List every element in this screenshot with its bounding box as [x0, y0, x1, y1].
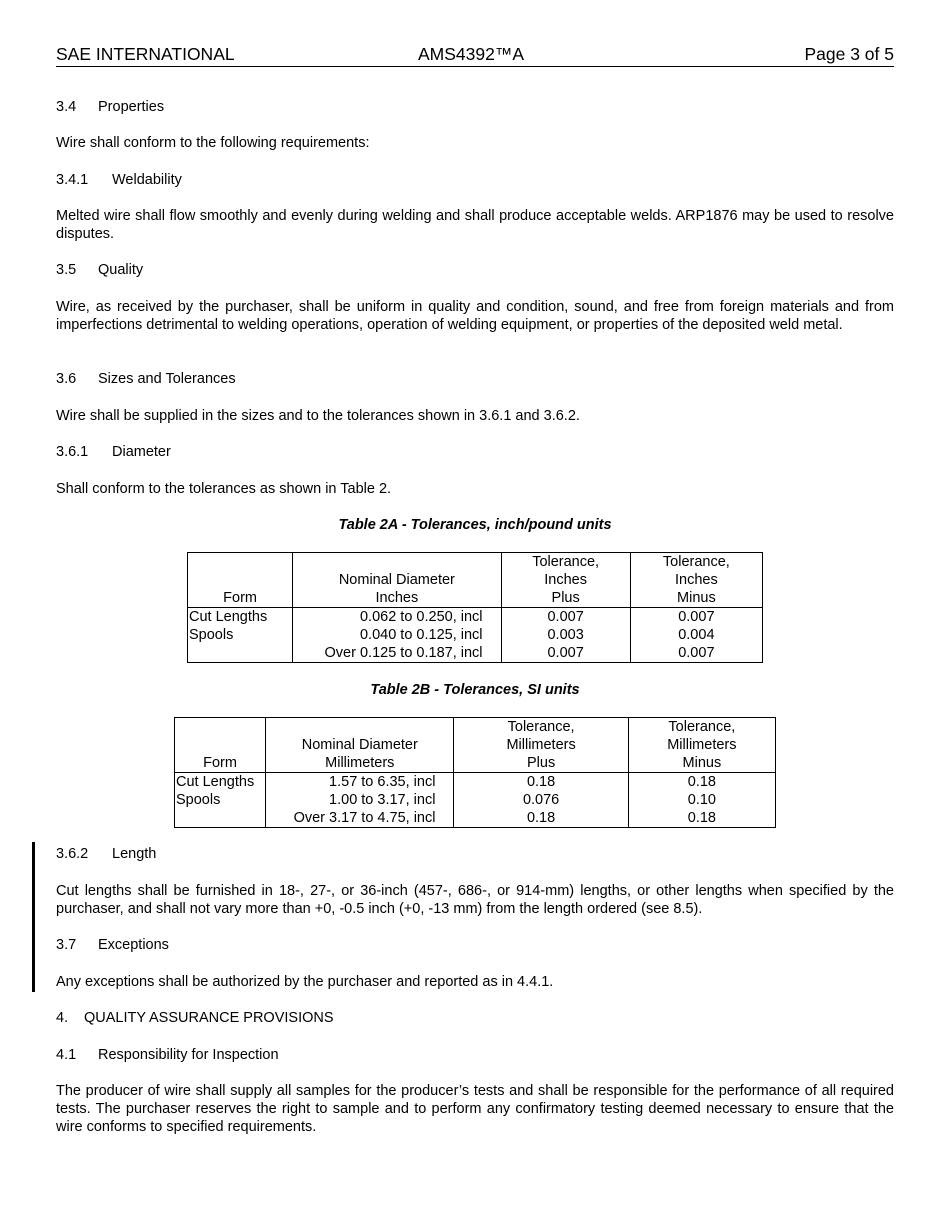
header-text: Form: [203, 755, 237, 771]
header-text: Plus: [551, 590, 580, 606]
cell-range: 0.062 to 0.250, incl: [293, 608, 501, 627]
cell-plus: 0.007: [501, 608, 630, 627]
col-header-diameter: [293, 553, 501, 608]
table-row: [188, 626, 763, 644]
table-header-row: [188, 553, 763, 608]
header-doc-number: AMS4392™A: [418, 44, 525, 64]
col-header-form: [188, 553, 293, 608]
paragraph-3-4: Wire shall conform to the following requirements:: [56, 135, 370, 151]
header-text: Minus: [682, 755, 722, 771]
header-page-number: Page 3 of 5: [804, 44, 894, 64]
cell-plus: 0.18: [454, 773, 628, 792]
col-header-minus: [628, 718, 775, 773]
section-number: 3.4: [56, 99, 77, 115]
cell-form: Spools: [188, 626, 293, 644]
cell-plus: 0.003: [501, 626, 630, 644]
header-text: Plus: [526, 755, 556, 771]
paragraph-3-6-1: Shall conform to the tolerances as shown in Table 2.: [56, 481, 392, 497]
section-number: 3.6.1: [56, 444, 89, 460]
cell-form: Cut Lengths: [188, 608, 293, 627]
cell-minus: 0.10: [628, 791, 775, 809]
header-text: Millimeters: [506, 737, 576, 753]
table-row: [175, 809, 776, 828]
cell-range: 1.00 to 3.17, incl: [266, 791, 454, 809]
header-text: Tolerance,: [507, 719, 575, 735]
header-text: Tolerance,: [668, 719, 736, 735]
section-title: Quality: [98, 262, 144, 278]
section-title: Properties: [98, 99, 165, 115]
section-number: 4.1: [56, 1047, 77, 1063]
section-number: 3.6.2: [56, 846, 89, 862]
table-row: [188, 608, 763, 627]
cell-plus: 0.076: [454, 791, 628, 809]
col-header-diameter: [266, 718, 454, 773]
header-text: Nominal Diameter: [301, 737, 418, 753]
section-title: QUALITY ASSURANCE PROVISIONS: [84, 1010, 334, 1026]
col-header-plus: [454, 718, 628, 773]
paragraph-3-6-2: Cut lengths shall be furnished in 18-, 27-, or 36-inch (457-, 686-, or 914-mm) lengths, or other lengths when specified by the purchaser, and shall not vary more than +0, -0.5 inch (+0, -13 mm) from the length ordered (see 8.5).: [56, 883, 894, 917]
header-text: Minus: [677, 590, 716, 606]
cell-form: Spools: [175, 791, 266, 809]
col-header-minus: [630, 553, 762, 608]
section-title: Responsibility for Inspection: [98, 1047, 279, 1063]
table-row: [175, 773, 776, 792]
section-title: Length: [112, 846, 157, 862]
section-number: 4.: [56, 1010, 69, 1026]
section-number: 3.7: [56, 937, 77, 953]
paragraph-3-7: Any exceptions shall be authorized by the purchaser and reported as in 4.4.1.: [56, 974, 554, 990]
cell-minus: 0.007: [630, 608, 762, 627]
paragraph-3-6: Wire shall be supplied in the sizes and to the tolerances shown in 3.6.1 and 3.6.2.: [56, 408, 580, 424]
paragraph-4-1: The producer of wire shall supply all samples for the producer’s tests and shall be responsible for the performance of all required tests. The purchaser reserves the right to sample and to perform any confirmatory testing deemed necessary to ensure that the wire conforms to specified requirements.: [56, 1083, 894, 1135]
cell-range: Over 3.17 to 4.75, incl: [266, 809, 454, 828]
cell-range: 1.57 to 6.35, incl: [266, 773, 454, 792]
header-text: Inches: [544, 572, 587, 588]
cell-plus: 0.007: [501, 644, 630, 663]
table-2a: [187, 552, 763, 663]
header-text: Millimeters: [325, 755, 395, 771]
col-header-plus: [501, 553, 630, 608]
section-number: 3.6: [56, 371, 77, 387]
page-header: [56, 44, 894, 67]
cell-minus: 0.004: [630, 626, 762, 644]
cell-range: 0.040 to 0.125, incl: [293, 626, 501, 644]
table-header-row: [175, 718, 776, 773]
table-2b: [174, 717, 776, 828]
col-header-form: [175, 718, 266, 773]
header-text: Nominal Diameter: [338, 572, 455, 588]
table-row: [175, 791, 776, 809]
paragraph-3-4-1: Melted wire shall flow smoothly and evenly during welding and shall produce acceptable welds. ARP1876 may be used to resolve disputes.: [56, 208, 894, 242]
header-text: Form: [223, 590, 257, 606]
section-title: Diameter: [112, 444, 171, 460]
section-title: Sizes and Tolerances: [98, 371, 236, 387]
section-title: Weldability: [112, 172, 182, 188]
header-text: Inches: [375, 590, 419, 606]
header-text: Millimeters: [667, 737, 737, 753]
section-number: 3.5: [56, 262, 77, 278]
header-org: SAE INTERNATIONAL: [56, 44, 235, 64]
cell-minus: 0.18: [628, 809, 775, 828]
revision-change-bar: [32, 842, 35, 992]
table-2b-caption: Table 2B - Tolerances, SI units: [370, 682, 580, 698]
cell-form: [188, 644, 293, 663]
cell-range: Over 0.125 to 0.187, incl: [293, 644, 501, 663]
cell-minus: 0.007: [630, 644, 762, 663]
paragraph-3-5: Wire, as received by the purchaser, shall be uniform in quality and condition, sound, and free from foreign materials and from imperfections detrimental to welding operations, operation of welding equipment, or properties of the deposited weld metal.: [56, 299, 894, 333]
cell-plus: 0.18: [454, 809, 628, 828]
section-number: 3.4.1: [56, 172, 89, 188]
header-text: Tolerance,: [662, 554, 730, 570]
cell-minus: 0.18: [628, 773, 775, 792]
table-2a-caption: Table 2A - Tolerances, inch/pound units: [338, 517, 612, 533]
table-row: [188, 644, 763, 663]
section-title: Exceptions: [98, 937, 169, 953]
header-text: Inches: [675, 572, 718, 588]
cell-form: Cut Lengths: [175, 773, 266, 792]
cell-form: [175, 809, 266, 828]
header-text: Tolerance,: [532, 554, 600, 570]
